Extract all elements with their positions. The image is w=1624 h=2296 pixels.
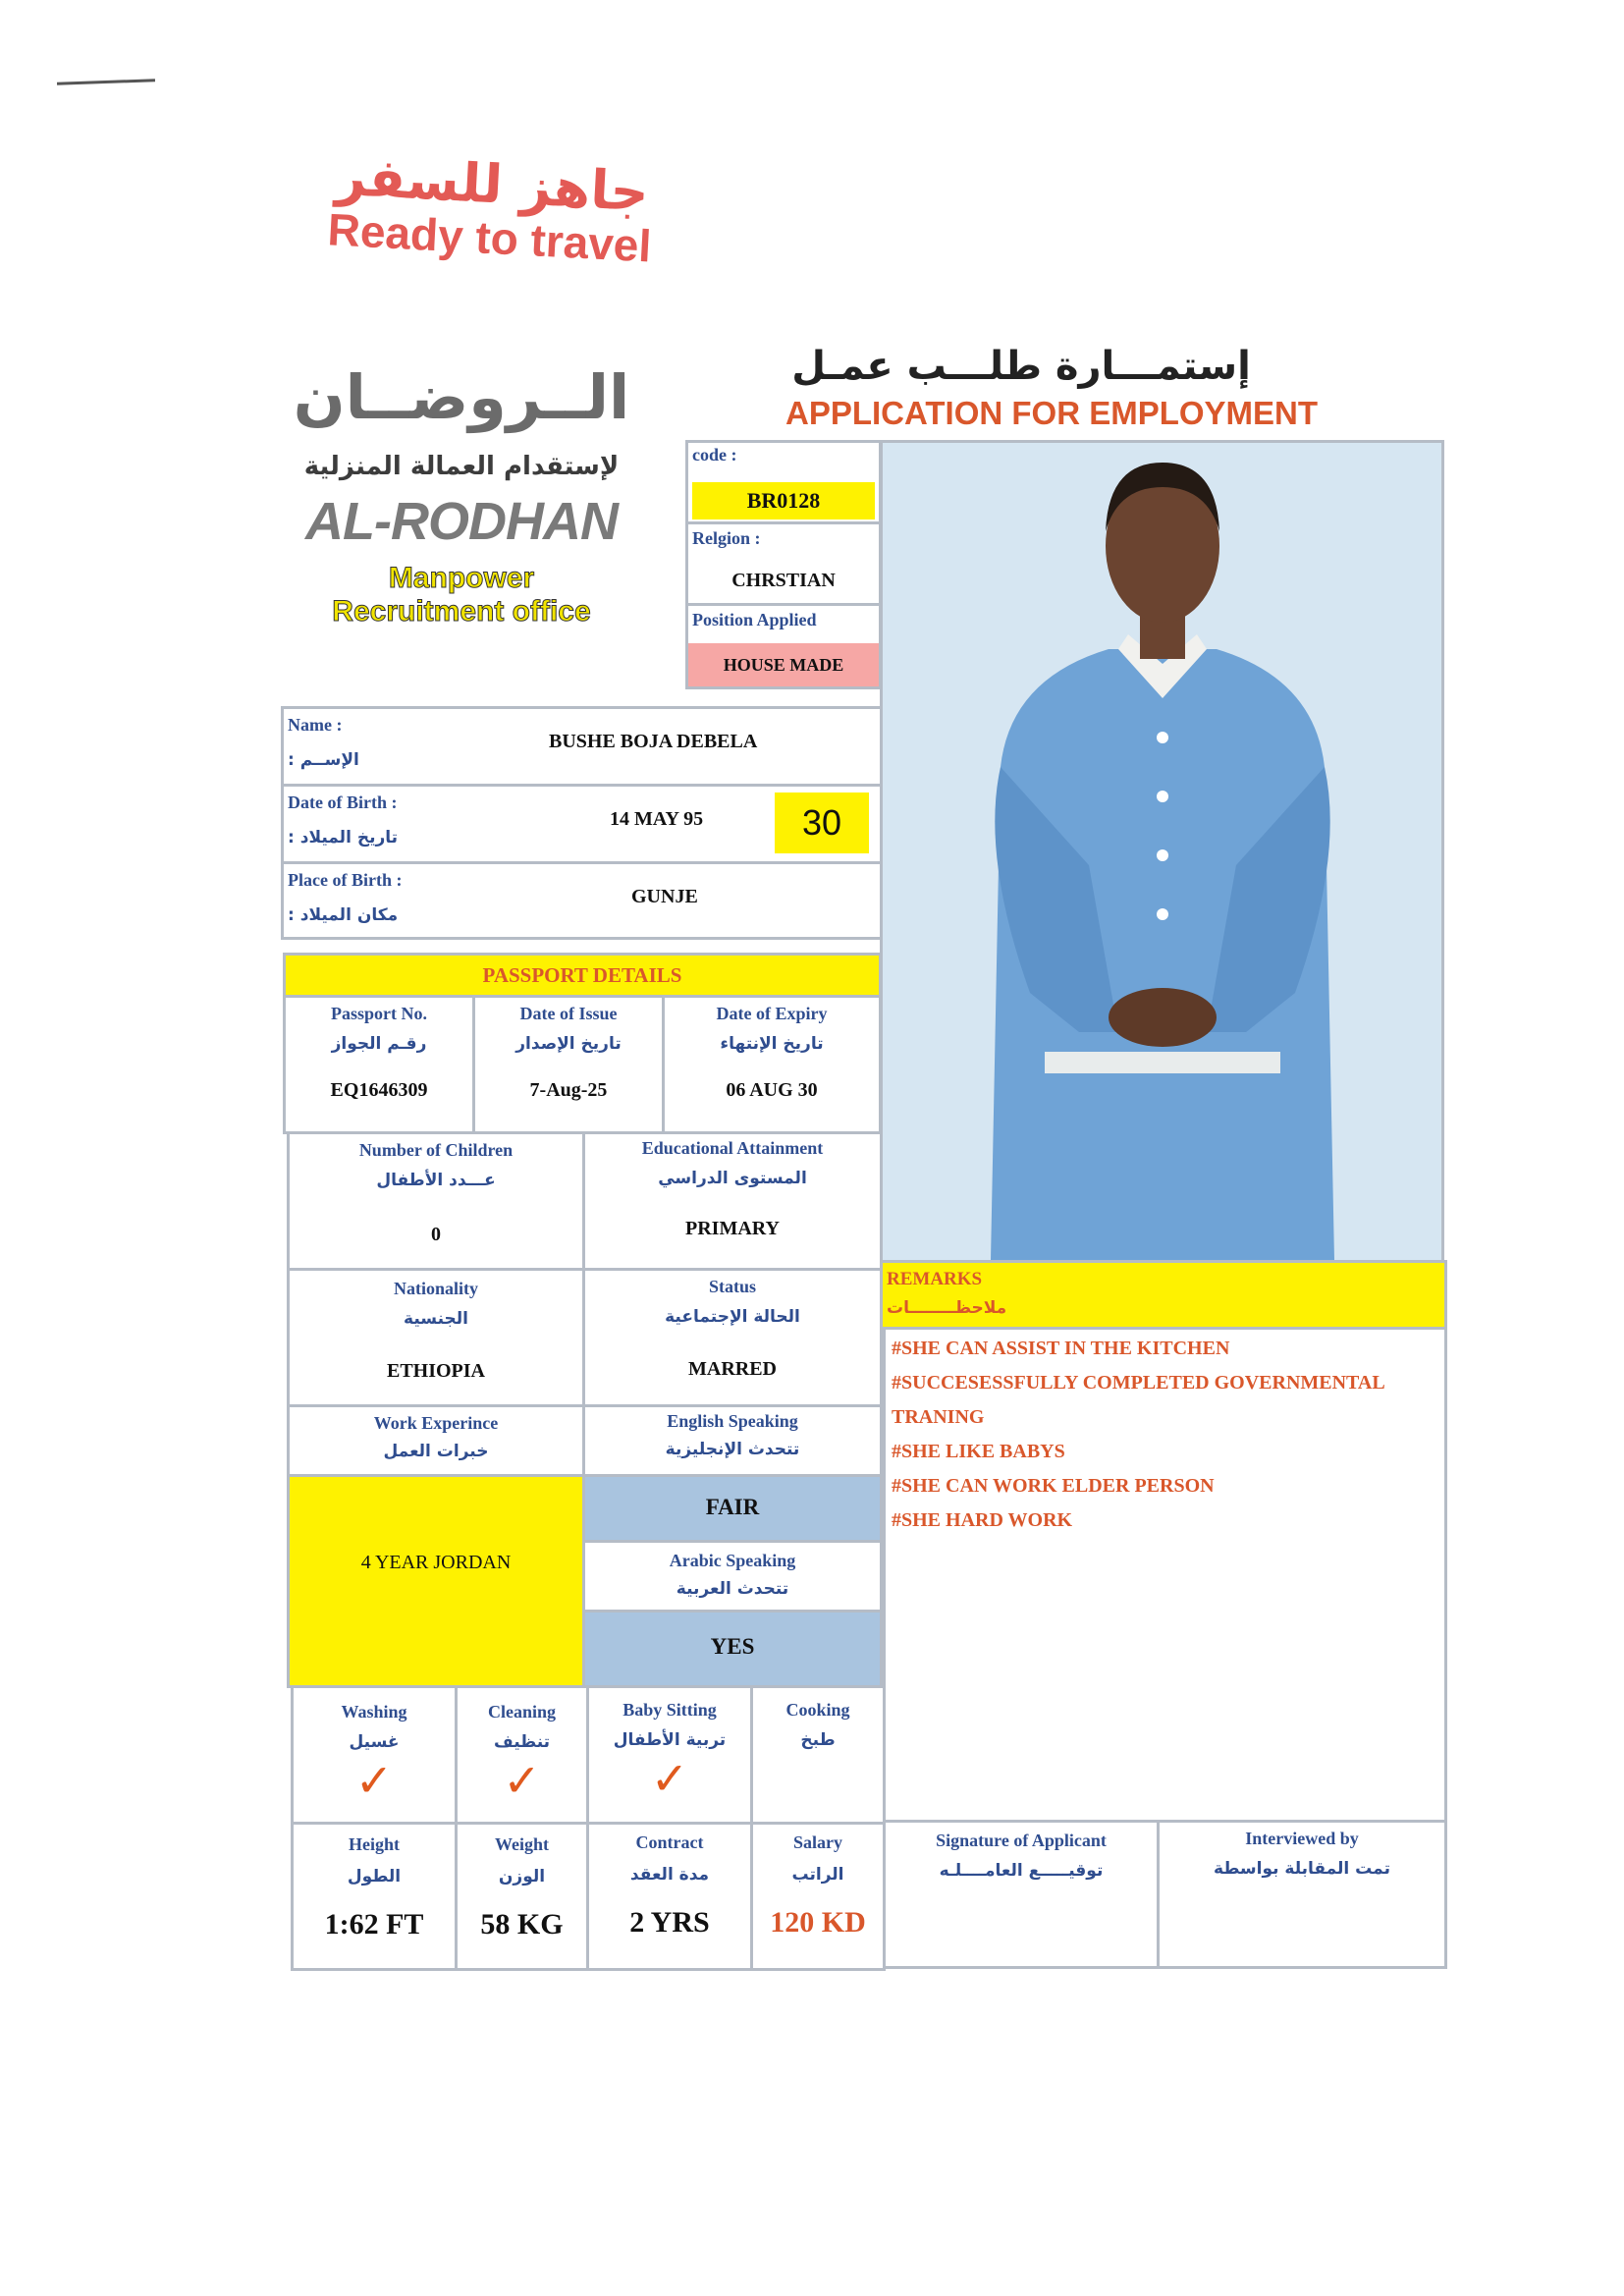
age-value: 30	[775, 793, 869, 853]
arabic-value: YES	[710, 1634, 755, 1659]
passport-number-label-ar: رقـم الجواز	[331, 1034, 427, 1054]
remarks-body	[883, 1327, 1447, 1823]
name-label-ar: الإســم :	[288, 750, 359, 770]
contract-cell	[586, 1822, 753, 1971]
form-title-ar: إستمـــارة طلـــب عمـل	[791, 344, 1251, 389]
interviewed-cell	[1157, 1820, 1447, 1969]
remark-line: #SHE CAN ASSIST IN THE KITCHEN	[892, 1338, 1230, 1359]
skill-cooking	[750, 1685, 886, 1825]
experience-label-ar: خبرات العمل	[383, 1442, 489, 1461]
contract-label-ar: مدة العقد	[629, 1865, 710, 1885]
passport-issue-label-ar: تاريخ الإصدار	[515, 1034, 622, 1054]
pob-label: Place of Birth :	[288, 870, 403, 890]
logo-arabic-sub: لإستقدام العمالة المنزلية	[303, 452, 620, 481]
nationality-label-ar: الجنسية	[404, 1309, 468, 1329]
interviewed-label: Interviewed by	[1245, 1829, 1359, 1848]
stamp-english: Ready to travel	[326, 203, 653, 272]
logo-line1: Manpower	[388, 562, 535, 594]
passport-expiry-label: Date of Expiry	[716, 1004, 828, 1023]
height-value: 1:62 FT	[324, 1908, 424, 1941]
position-cell	[685, 603, 882, 689]
status-label-ar: الحالة الإجتماعية	[665, 1307, 800, 1327]
form-title-en: APPLICATION FOR EMPLOYMENT	[785, 395, 1319, 431]
remarks-header	[880, 1260, 1447, 1330]
company-logo	[275, 363, 648, 629]
remark-line: #SHE LIKE BABYS	[892, 1441, 1065, 1462]
religion-cell	[685, 521, 882, 606]
contract-value: 2 YRS	[629, 1906, 710, 1939]
weight-label-ar: الوزن	[498, 1867, 546, 1886]
remark-line: #SHE HARD WORK	[892, 1509, 1073, 1531]
nationality-value: ETHIOPIA	[386, 1360, 486, 1382]
passport-expiry-label-ar: تاريخ الإنتهاء	[720, 1034, 824, 1054]
skill-baby-sitting-label: Baby Sitting	[623, 1700, 717, 1720]
pob-label-ar: مكان الميلاد :	[288, 905, 399, 925]
name-cell	[281, 706, 883, 787]
arabic-header-cell	[582, 1540, 883, 1613]
experience-value-cell	[287, 1474, 585, 1688]
signature-label: Signature of Applicant	[936, 1831, 1107, 1850]
nationality-label: Nationality	[393, 1279, 478, 1298]
education-cell	[582, 1131, 883, 1271]
remark-line: #SUCCESESSFULLY COMPLETED GOVERNMENTAL	[892, 1372, 1385, 1394]
code-label: code :	[692, 445, 737, 465]
skill-cleaning	[455, 1685, 589, 1825]
skill-baby-sitting	[586, 1685, 753, 1825]
passport-issue-cell	[472, 995, 665, 1134]
logo-name: AL-RODHAN	[305, 492, 618, 551]
religion-label: Relgion :	[692, 528, 761, 548]
name-value: BUSHE BOJA DEBELA	[549, 731, 758, 752]
logo-line2: Recruitment office	[332, 595, 591, 628]
height-label-ar: الطول	[347, 1867, 402, 1886]
skill-baby-sitting-label-ar: تربية الأطفال	[613, 1730, 727, 1750]
skill-cleaning-label: Cleaning	[487, 1702, 556, 1722]
children-value: 0	[431, 1224, 441, 1245]
position-label: Position Applied	[692, 610, 817, 629]
remarks-label-ar: ملاحظــــــــات	[887, 1298, 1007, 1318]
skill-cooking-label: Cooking	[785, 1700, 850, 1720]
applicant-photo	[880, 440, 1444, 1263]
person-photo-icon	[883, 443, 1441, 1260]
salary-cell	[750, 1822, 886, 1971]
status-label: Status	[708, 1277, 756, 1296]
passport-issue-label: Date of Issue	[519, 1004, 618, 1023]
skill-cleaning-check-icon: ✓	[503, 1754, 541, 1807]
skill-washing	[291, 1685, 458, 1825]
scan-mark	[57, 79, 155, 84]
skill-washing-label-ar: غسيل	[349, 1732, 400, 1752]
position-value: HOUSE MADE	[688, 643, 879, 686]
english-label-ar: تتحدث الإنجليزية	[665, 1440, 800, 1459]
code-cell	[685, 440, 882, 524]
dob-label-ar: تاريخ الميلاد :	[288, 828, 399, 847]
passport-expiry-value: 06 AUG 30	[726, 1079, 818, 1101]
dob-label: Date of Birth :	[288, 793, 398, 812]
skill-baby-sitting-check-icon: ✓	[650, 1752, 689, 1805]
ready-to-travel-stamp	[301, 144, 679, 273]
english-header-cell	[582, 1404, 883, 1477]
name-label: Name :	[288, 715, 343, 735]
education-value: PRIMARY	[685, 1218, 780, 1239]
education-label-ar: المستوى الدراسي	[658, 1169, 807, 1188]
salary-label-ar: الراتب	[791, 1865, 844, 1885]
pob-cell	[281, 861, 883, 940]
dob-cell	[281, 784, 883, 864]
interviewed-label-ar: تمت المقابلة بواسطة	[1214, 1859, 1390, 1879]
remark-line: TRANING	[892, 1406, 985, 1428]
passport-number-label: Passport No.	[331, 1004, 427, 1023]
dob-value: 14 MAY 95	[610, 808, 704, 830]
status-value: MARRED	[688, 1358, 777, 1380]
children-label: Number of Children	[358, 1140, 514, 1160]
code-value: BR0128	[692, 482, 875, 519]
education-label: Educational Attainment	[641, 1138, 824, 1158]
children-cell	[287, 1131, 585, 1271]
arabic-label-ar: تتحدث العربية	[676, 1579, 789, 1599]
signature-label-ar: توقيـــــع العامــــلـه	[939, 1861, 1104, 1881]
english-label: English Speaking	[667, 1411, 798, 1431]
salary-label: Salary	[792, 1832, 842, 1852]
religion-value: CHRSTIAN	[731, 570, 836, 591]
experience-header-cell	[287, 1404, 585, 1477]
weight-cell	[455, 1822, 589, 1971]
skill-washing-label: Washing	[341, 1702, 407, 1722]
skill-washing-check-icon: ✓	[354, 1754, 394, 1807]
remarks-label: REMARKS	[887, 1269, 983, 1289]
remark-line: #SHE CAN WORK ELDER PERSON	[892, 1475, 1215, 1497]
experience-label: Work Experince	[373, 1413, 499, 1433]
status-cell	[582, 1268, 883, 1407]
salary-value: 120 KD	[770, 1906, 866, 1939]
passport-issue-value: 7-Aug-25	[529, 1079, 608, 1101]
pob-value: GUNJE	[631, 886, 698, 907]
arabic-label: Arabic Speaking	[669, 1551, 796, 1570]
english-value: FAIR	[705, 1495, 760, 1519]
children-label-ar: عـــدد الأطفال	[376, 1171, 496, 1190]
contract-label: Contract	[635, 1832, 704, 1852]
english-value-cell	[582, 1474, 883, 1543]
passport-expiry-cell	[662, 995, 882, 1134]
signature-cell	[883, 1820, 1160, 1969]
height-label: Height	[349, 1834, 400, 1854]
height-cell	[291, 1822, 458, 1971]
logo-arabic-name: الــروضــان	[293, 361, 630, 433]
passport-number-cell	[283, 995, 475, 1134]
nationality-cell	[287, 1268, 585, 1407]
skill-cleaning-label-ar: تنظيف	[493, 1732, 551, 1752]
experience-value: 4 YEAR JORDAN	[360, 1552, 512, 1573]
passport-heading: PASSPORT DETAILS	[283, 953, 882, 998]
passport-number-value: EQ1646309	[330, 1079, 428, 1101]
arabic-value-cell	[582, 1610, 883, 1688]
weight-value: 58 KG	[480, 1908, 564, 1941]
stamp-arabic: جاهز للسفر	[334, 144, 651, 224]
skill-cooking-label-ar: طبخ	[800, 1730, 836, 1750]
weight-label: Weight	[494, 1834, 549, 1854]
